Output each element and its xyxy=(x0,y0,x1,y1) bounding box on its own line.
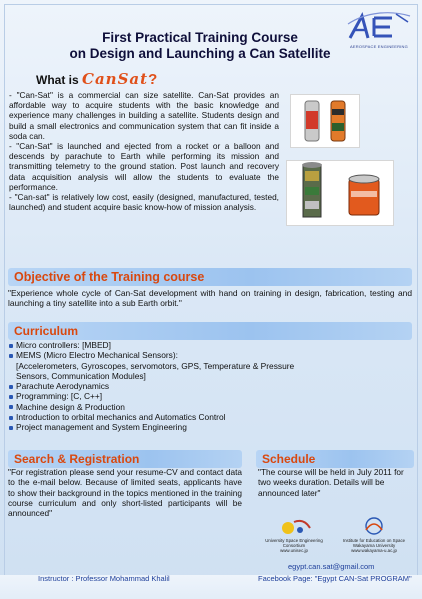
cansat-cans-photo xyxy=(290,94,360,148)
curriculum-item: Sensors, Communication Modules] xyxy=(16,370,146,381)
ifes-partner xyxy=(334,516,414,554)
ifes-logo-icon xyxy=(354,516,394,536)
instructor-line: Instructor : Professor Mohammad Khalil xyxy=(38,574,170,583)
unisec-name: University Space Engineering Consortium xyxy=(265,538,323,549)
registration-text: "For registration please send your resume-CV and contact data to the e-mail below. Because of limited seats, applicants have to show their background in the topics mentioned in the training course curriculum and only short-listed participants will be announced" xyxy=(8,467,242,519)
curriculum-heading: Curriculum xyxy=(8,322,412,340)
page-title xyxy=(40,30,360,62)
intro-paragraph-3: - "Can-sat" is relatively low cost, easily (designed, manufactured, tested, launched) and student acquire basic know-how of mission analysis. xyxy=(9,192,279,213)
facebook-page-link[interactable]: Facebook Page: "Egypt CAN-Sat PROGRAM" xyxy=(258,574,412,583)
cansat-logo-word: CanSat xyxy=(82,70,149,88)
cansat-hardware-photo xyxy=(286,160,394,226)
curriculum-item: MEMS (Micro Electro Mechanical Sensors): xyxy=(8,350,412,360)
curriculum-item: Project management and System Engineering xyxy=(8,422,412,432)
unisec-logo-icon xyxy=(274,516,314,536)
curriculum-item: Micro controllers: [MBED] xyxy=(8,340,412,350)
unisec-partner xyxy=(256,516,332,554)
search-registration-heading: Search & Registration xyxy=(8,450,242,468)
question-mark: ? xyxy=(148,71,158,88)
intro-paragraph-1: - "Can-Sat" is a commercial can size satellite. Can-Sat provides an affordable way to acquire students with the basic knowledge and experience many challenges in building a satellite. Students design and build a small electronics and communication system that can fit inside a soda can. xyxy=(9,90,279,141)
curriculum-item: Introduction to orbital mechanics and Automatics Control xyxy=(8,412,412,422)
curriculum-item: Machine design & Production xyxy=(8,402,412,412)
electronics-image xyxy=(287,161,395,227)
soda-cans-image xyxy=(291,95,361,149)
schedule-text: "The course will be held in July 2011 for two weeks duration. Details will be announced later" xyxy=(258,467,404,498)
intro-text xyxy=(9,90,279,212)
what-is-prefix: What is xyxy=(36,73,79,87)
unisec-url[interactable]: www.unisec.jp xyxy=(280,548,308,554)
logo-caption: AEROSPACE ENGINEERING xyxy=(350,44,408,49)
curriculum-item: Parachute Aerodynamics xyxy=(8,381,412,391)
title-line-1: First Practical Training Course xyxy=(102,30,298,45)
intro-paragraph-2: - "Can-Sat" is launched and ejected from a rocket or a balloon and descends by parachute to Earth while performing its mission and transmitting telemetry to the ground station. Post launch and recovery data acquisition analysis will allow the students to evaluate the performance. xyxy=(9,141,279,192)
curriculum-list xyxy=(8,340,412,433)
ifes-url[interactable]: www.wakayama-u.ac.jp xyxy=(351,548,397,554)
curriculum-item: [Accelerometers, Gyroscopes, servomotors, GPS, Temperature & Pressure xyxy=(16,360,295,371)
ifes-school: Wakayama University xyxy=(352,543,396,549)
curriculum-item: Programming: [C, C++] xyxy=(8,391,412,401)
objective-text: "Experience whole cycle of Can-Sat development with hand on training in design, fabrication, testing and launching a tiny satellite into a sub Earth orbit." xyxy=(8,288,412,309)
ifes-name: Institute for Education on Space xyxy=(342,538,406,543)
objective-heading: Objective of the Training course xyxy=(8,268,412,286)
what-is-heading xyxy=(36,70,157,88)
title-line-2: on Design and Launching a Can Satellite xyxy=(69,46,331,61)
schedule-heading: Schedule xyxy=(256,450,414,468)
contact-email[interactable]: egypt.can.sat@gmail.com xyxy=(288,562,375,571)
